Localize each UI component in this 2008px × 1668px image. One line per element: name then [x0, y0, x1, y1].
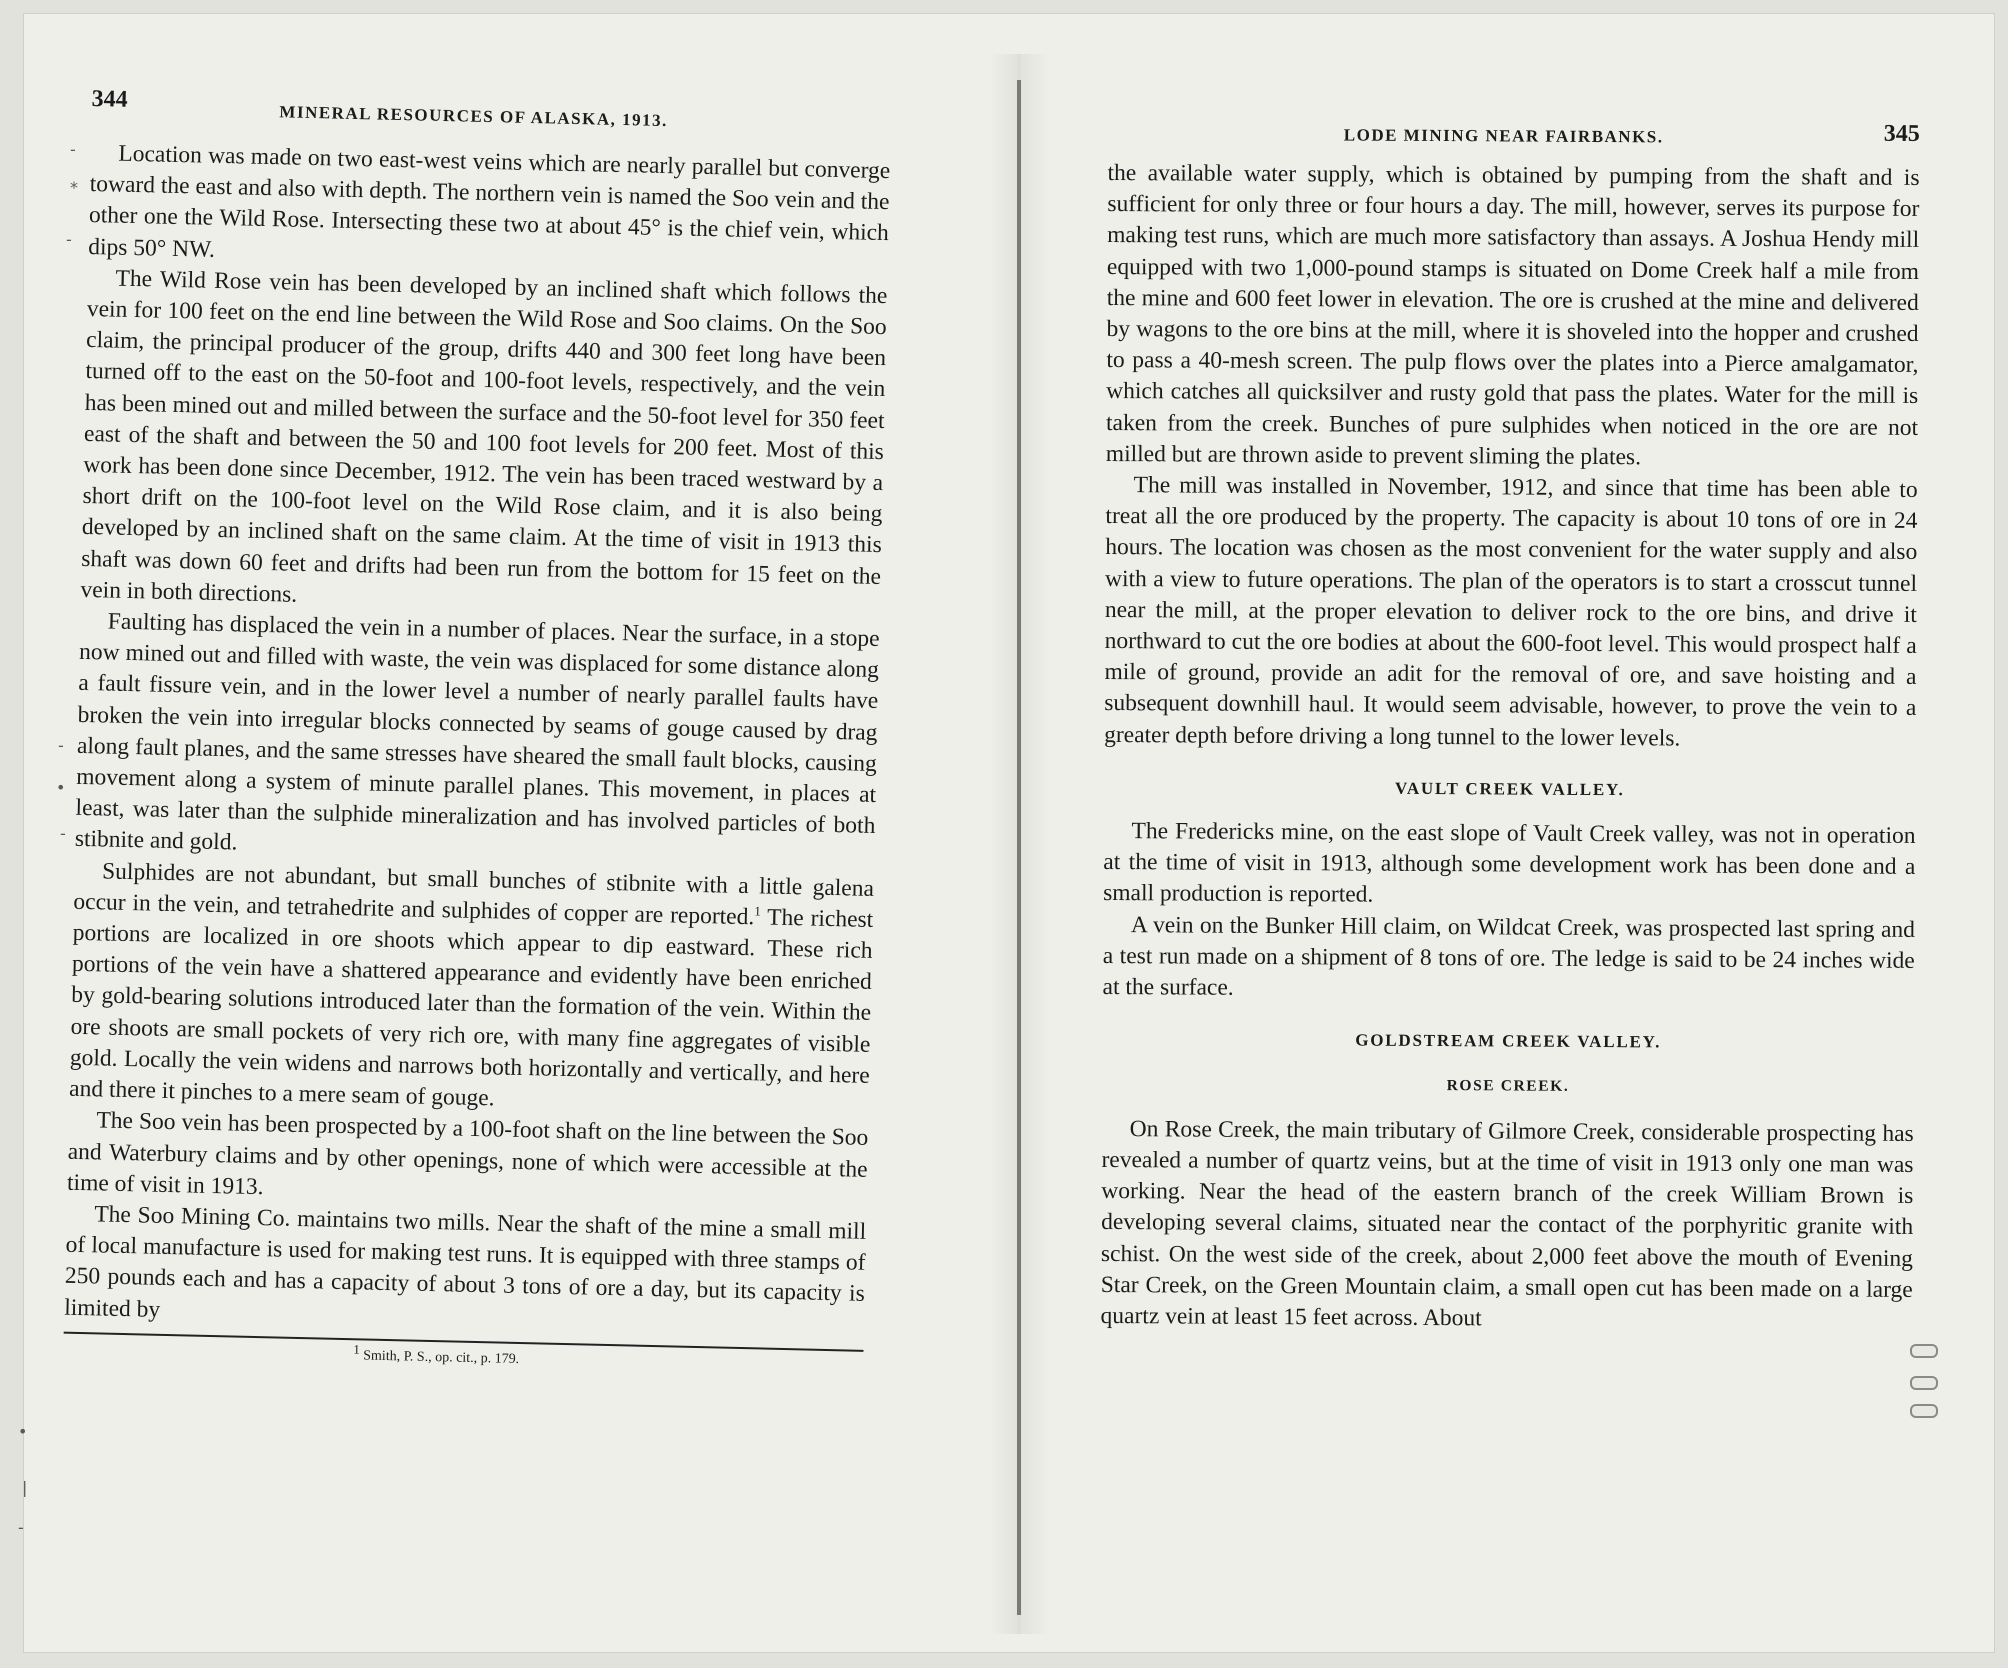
scan-mark: -	[66, 230, 72, 249]
paragraph-text: Sulphides are not abundant, but small bunches of stibnite with a little galena occur in the vein, and tetrahedrite and sulphides of copper are reported.	[73, 858, 875, 931]
paragraph: The Soo Mining Co. maintains two mills. Near the shaft of the mine a small mill of local manufacture is used for making test runs. It is equipped with three stamps of 250 pounds each and has a capacity of about 3 tons of ore a day, but its capacity is limited by	[63, 1201, 867, 1323]
right-running-head	[1108, 100, 1920, 149]
paragraph: The mill was installed in November, 1912, and since that time has been able to treat all the ore produced by the property. The capacity is about 10 tons of ore in 24 hours. The location was chosen as the most convenient for the water supply and also with a view to future operations. The plan of the operators is to start a crosscut tunnel near the mill, at the proper elevation to deliver rock to the ore bins, and drive it northward to cut the ore bodies at about the 600-foot level. This would prospect half a mile of ground, provide an adit for the removal of ore, and save hoisting and a subsequent downhill haul. It would seem advisable, however, to prove the vein to a greater depth before driving a long tunnel to the lower levels.	[1104, 472, 1918, 752]
paragraph: A vein on the Bunker Hill claim, on Wildcat Creek, was prospected last spring and a test run made on a shipment of 8 tons of ore. The ledge is said to be 24 inches wide at the surface.	[1102, 911, 1916, 1001]
scan-mark: -	[18, 1518, 24, 1537]
scan-edge-mark	[1910, 1344, 1938, 1358]
page-gutter	[1017, 80, 1021, 1615]
paragraph: The Soo vein has been prospected by a 100-foot shaft on the line between the Soo and Waterbury claims and by other openings, none of which were accessible at the time of visit in 1913.	[66, 1107, 869, 1200]
paragraph: On Rose Creek, the main tributary of Gilmore Creek, considerable prospecting has revealed a number of quartz veins, but at the time of visit in 1913 only one man was working. Near the head of the eastern branch of the creek William Brown is developing several claims, situated near the contact of the porphyritic granite with schist. On the west side of the creek, about 2,000 feet above the mouth of Evening Star Creek, on the Green Mountain claim, a small open cut has been made on a large quartz vein at least 15 feet across. About	[1100, 1115, 1914, 1332]
subsection-heading: ROSE CREEK.	[1446, 1077, 1570, 1096]
scan-mark: -	[60, 824, 66, 843]
footnote-reference: 1	[754, 903, 762, 919]
left-page-number: 344	[91, 85, 128, 113]
section-heading: GOLDSTREAM CREEK VALLEY.	[1355, 1030, 1662, 1052]
scan-mark: •	[56, 778, 66, 797]
left-running-title: MINERAL RESOURCES OF ALASKA, 1913.	[279, 102, 669, 131]
paragraph: The Wild Rose vein has been developed by an inclined shaft which follows the vein for 100 feet on the end line between the Wild Rose and Soo claims. On the Soo claim, the principal producer of the group, drifts 440 and 300 feet long have been turned off to the east on the 50-foot and 100-foot levels, respectively, and the vein has been mined out and milled between the surface and the 50-foot level for 350 feet east of the shaft and between the 50 and 100 foot levels for 200 feet. Most of this work has been done since December, 1912. The vein has been traced westward by a short drift on the 100-foot level on the Wild Rose claim, and it is also being developed by an inclined shaft on the same claim. At the time of visit in 1913 this shaft was down 60 feet and drifts had been run from the bottom for 15 feet on the vein in both directions.	[80, 265, 888, 608]
section-heading: VAULT CREEK VALLEY.	[1394, 778, 1625, 800]
scan-edge-mark	[1910, 1404, 1938, 1418]
left-page	[63, 84, 892, 1378]
paragraph	[69, 855, 874, 1123]
scan-mark: ❘	[18, 1478, 32, 1497]
right-page-number: 345	[1883, 120, 1920, 147]
scan-edge-mark	[1910, 1376, 1938, 1390]
scan-mark: •	[18, 1422, 28, 1441]
paragraph: Location was made on two east-west veins which are nearly parallel but converge toward the east and also with depth. The northern vein is named the Soo vein and the other one the Wild Rose. Intersecting these two at about 45° is the chief vein, which dips 50° NW.	[88, 140, 891, 263]
scan-mark: *	[70, 178, 78, 197]
footnote-marker: 1	[353, 1341, 361, 1357]
paragraph: the available water supply, which is obtained by pumping from the shaft and is sufficient for only three or four hours a day. The mill, however, serves its purpose for making test runs, which are much more satisfactory than assays. A Joshua Hendy mill equipped with two 1,000-pound stamps is situated on Dome Creek half a mile from the mine and 600 feet lower in elevation. The ore is crushed at the mine and delivered by wagons to the ore bins at the mill, where it is shoveled into the hopper and crushed to pass a 40-mesh screen. The pulp flows over the plates into a Pierce amalgamator, which catches all quicksilver and rusty gold that pass the plates. Water for the mill is taken from the creek. Bunches of pure sulphides when noticed in the ore are not milled but are thrown aside to prevent sliming the plates.	[1105, 159, 1920, 471]
right-page	[1100, 100, 1920, 1337]
paragraph: Faulting has displaced the vein in a number of places. Near the surface, in a stope now mined out and filled with waste, the vein was displaced for some distance along a fault fissure vein, and in the lower level a number of nearly parallel faults have broken the vein into irregular blocks connected by seams of gouge caused by drag along fault planes, and the same stresses have sheared the small fault blocks, causing movement along a system of minute parallel planes. This movement, in places at least, was later than the sulphide mineralization and has involved particles of both stibnite and gold.	[74, 608, 880, 856]
scan-mark: -	[58, 736, 64, 755]
footnote-text: Smith, P. S., op. cit., p. 179.	[363, 1348, 520, 1367]
right-running-title: LODE MINING NEAR FAIRBANKS.	[1343, 125, 1664, 147]
scan-mark: -	[70, 140, 76, 159]
paragraph-text: The richest portions are localized in ore shoots which appear to dip eastward. These rich portions of the vein have a shattered appearance and evidently have been enriched by gold-bearing solutions introduced later than the formation of the vein. Within the ore shoots are small pockets of very rich ore, with many fine aggregates of visible gold. Locally the vein widens and narrows both horizontally and vertically, and here and there it pinches to a mere seam of gouge.	[68, 904, 874, 1112]
paragraph: The Fredericks mine, on the east slope of Vault Creek valley, was not in operation at the time of visit in 1913, although some development work has been done and a small production is reported.	[1103, 818, 1916, 909]
